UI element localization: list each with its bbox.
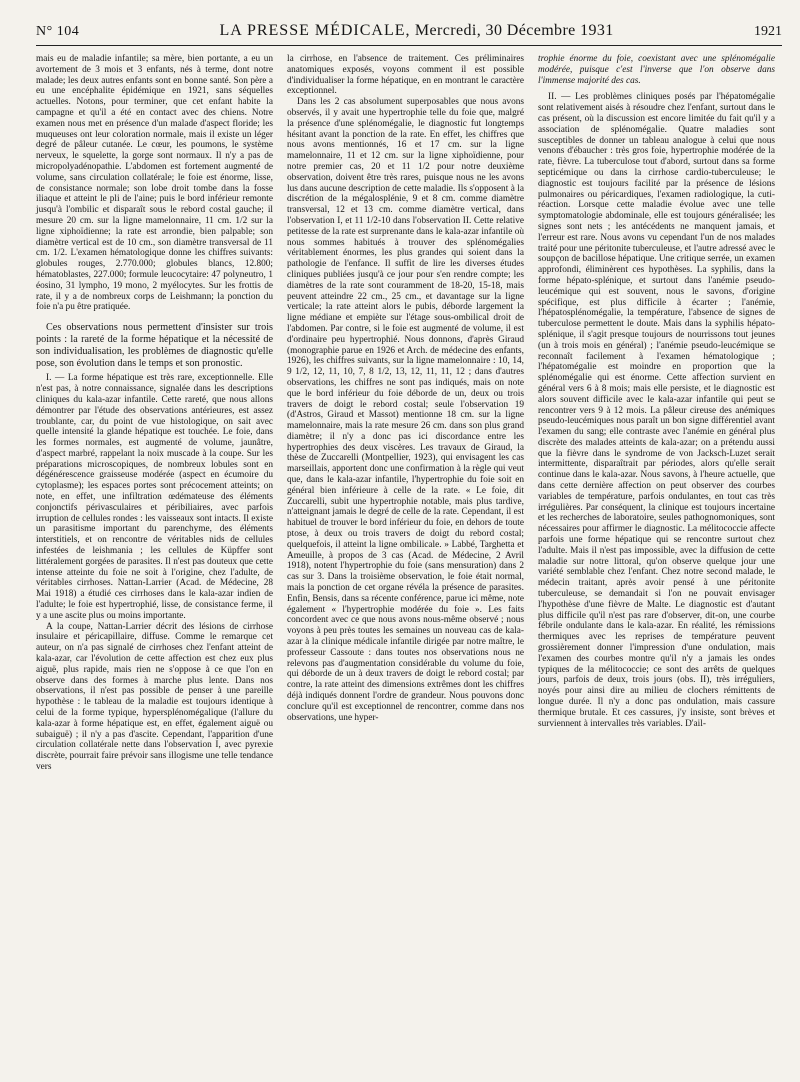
paragraph: trophie énorme du foie, coexistant avec une splénomégalie modérée, puisque c'est l'inverse que l'on observe dans l'immense majorité des cas. bbox=[538, 54, 775, 86]
paragraph: Dans les 2 cas absolument superposables que nous avons observés, il y avait une hypertrophie telle du foie que, malgré la présence d'une splénomégalie, le diagnostic fut longtemps hésitant avant la ponction de la rate. En effet, les chiffres que nous avons mentionnés, 16 et 17 cm. sur la ligne mamelonnaire, 11 et 12 cm. sur la ligne xiphoïdienne, pour notre premier cas, 20 et 11 1/2 pour notre deuxième observation, doivent être très rares, puisque nous ne les avons lus dans aucune description de cette maladie. Ils s'opposent à la discrétion de la mégalosplénie, 9 et 8 cm. comme diamètre transversal, 12 et 13 cm. comme diamètre vertical, dans l'observation I, et 11 1/2-10 dans l'observation II. Cette relative petitesse de la rate est surprenante dans le kala-azar infantile où nous sommes habitués à trouver des splénomégalies véritablement énormes, les plus grandes qui soient dans la pathologie de l'enfance. Il suffit de lire les diverses études cliniques publiées jusqu'à ce jour pour s'en rendre compte; les diamètres de la rate sont couramment de 18-20, 15-18, mais peuvent atteindre 22 cm., 25 cm., et davantage sur la ligne verticale; la rate atteint alors le pubis, déborde largement la ligne médiane et empiète sur l'étage sous-ombilical droit de l'abdomen. Par contre, si le foie est augmenté de volume, il est d'ordinaire peu hypertrophié. Nous donnons, d'après Giraud (monographie parue en 1926 et Arch. de médecine des enfants, 1926), les chiffres suivants, sur la ligne mamelonnaire : 10, 14, 9 1/2, 12, 11, 10, 7, 8 1/2, 13, 12, 11, 11, 12 ; dans d'autres observations, les chiffres ne sont pas indiqués, mais on note que le bord inférieur du foie déborde de un, deux ou trois travers de doigt le rebord costal; seule l'observation 19 (d'Astros, Giraud et Massot) mentionne 18 cm. sur la ligne mamelonnaire, mais la rate mesure 26 cm. dans son plus grand diamètre; il n'y a donc pas ici discordance entre les hypertrophies des deux viscères. Les travaux de Giraud, la thèse de Zuccarelli (Montpellier, 1923), qui envisagent les cas marseillais, apportent donc une confirmation à la règle qui veut que, dans le kala-azar infantile, l'hypertrophie du foie soit en général bien inférieure à celle de la rate. « Le foie, dit Zuccarelli, subit une hypertrophie notable, mais plus tardive, n'atteignant jamais le degré de celle de la rate. Cependant, il est habituel de trouver le bord inférieur du foie, en dehors de toute ptose, à deux ou trois travers de doigt du rebord costal; quelquefois, il atteint la ligne ombilicale. » Labbé, Targhetta et Ameuille, à propos de 3 cas (Acad. de Médecine, 2 Avril 1918), notent l'hypertrophie du foie (sans mensuration) dans 2 cas sur 3. Dans la troisième observation, le foie était normal, mais la ponction de cet organe révéla la présence de parasites. Enfin, Bensis, dans sa récente conférence, parue ici même, note également « l'hypertrophie modérée du foie ». Les faits concordent avec ce que nous avons nous-même observé ; nous voyons à peu près toutes les semaines un nouveau cas de kala-azar à la clinique médicale infantile dirigée par notre maître, le professeur Cassoute : dans toutes nos observations nous ne relevons pas d'augmentation considérable du volume du foie, qui déborde de un à deux travers de doigt le rebord costal; par contre, la rate atteint des dimensions extrêmes dont les chiffres déjà indiqués donnent l'ordre de grandeur. Nous pouvons donc conclure qu'il est exceptionnel de rencontrer, comme dans nos observations, une hyper- bbox=[287, 97, 524, 723]
journal-title: LA PRESSE MÉDICALE, bbox=[219, 22, 411, 39]
column-3 bbox=[538, 54, 775, 773]
column-1 bbox=[36, 54, 273, 773]
column-2 bbox=[287, 54, 524, 773]
running-head bbox=[220, 22, 614, 40]
paragraph: I. — La forme hépatique est très rare, exceptionnelle. Elle n'est pas, à notre connaissance, signalée dans les descriptions cliniques du kala-azar infantile. Cette rareté, que nous allons démontrer par l'étude des observations antérieures, est assez troublante, car, du point de vue histologique, on sait avec quelle intensité la glande hépatique est touchée. Le foie, dans les formes normales, est augmenté de volume, jaunâtre, d'aspect marbré, rappelant la noix muscade à la coupe. Sur les préparations microscopiques, de nombreux lobules sont en dégénérescence graisseuse modérée (aspect en écumoire du cytoplasme); les espaces portes sont précocement atteints; on note, en effet, une infiltration œdémateuse des éléments conjonctifs périvasculaires et péribiliaires, avec parfois irruption de cellules rondes : les vaisseaux sont intacts. Il existe un parasitisme important du parenchyme, des éléments interstitiels, et on rencontre de véritables nids de cellules infestées de leishmania ; les cellules de Küpffer sont littéralement gorgées de parasites. Il n'est pas douteux que cette intense atteinte du foie ne soit à l'origine, chez l'adulte, de véritables cirrhoses. Nattan-Larrier (Acad. de Médecine, 28 Mai 1918) a étudié ces cirrhoses dans le kala-azar indien de l'adulte; le foie est hypertrophié, lisse, de consistance ferme, il y a une ascite plus ou moins importante. bbox=[36, 373, 273, 621]
paragraph: II. — Les problèmes cliniques posés par l'hépatomégalie sont relativement aisés à résoudre chez l'enfant, surtout dans le cas présent, où la discussion est encore limitée du fait qu'il y a association de splénomégalie. Quatre maladies sont susceptibles de donner un tableau analogue à celui que nous venons d'ébaucher : très gros foie, hypertrophie modérée de la rate, fièvre. La tuberculose tout d'abord, surtout dans sa forme septicémique ou dans la cirrhose cardio-tuberculeuse; le diagnostic est toujours facilité par la présence de lésions pulmonaires ou péricardiques, l'examen radiologique, la cuti-réaction. Lorsque cette maladie évolue avec une telle symptomatologie abdominale, elle est toujours généralisée; les signes sont nets ; les antécédents ne manquent jamais, et l'erreur est rare. Nous avons vu cependant l'un de nos malades traité pour une péritonite tuberculeuse, et l'autre adressé avec le soupçon de bacillose hépatique. Une critique serrée, un examen approfondi, éliminèrent ces hypothèses. La syphilis, dans la forme hépato-splénique, et surtout dans l'anémie pseudo-leucémique qui est souvent, nous le savons, d'origine spécifique, est plus difficile à écarter ; l'anémie, l'hépatosplénomégalie, la température, l'absence de signes de tuberculose permettent le doute. Mais dans la syphilis hépato-splénique, il s'agit presque toujours de nourrissons tout jeunes (un à trois mois en général) ; l'anémie pseudo-leucémique se reconnaît facilement à l'examen hématologique ; l'hépatomégalie est moindre en proportion que la splénomégalie qui est énorme. Cette affection survient en général vers 6 à 8 mois; mais elle persiste, et le diagnostic est alors souvent difficile avec le kala-azar infantile qui peut se rencontrer vers 9 à 12 mois. La pâleur cireuse des anémiques pseudo-leucémiques nous paraît un bon signe différentiel avant l'examen du sang; elle contraste avec l'anémie en général plus discrète des malades atteints de kala-azar; on a prétendu aussi que la fièvre dans le syndrome de von Jacksch-Luzet serait intermittente, disparaîtrait par périodes, alors qu'elle serait continue dans le kala-azar. Nous savons, à l'heure actuelle, que dans cette dernière affection on peut observer des courbes variables de température, parfois ondulantes, en tout cas très irrégulières. Par conséquent, la clinique est toujours incertaine et les recherches de laboratoire, seules pathognomoniques, sont nécessaires pour affirmer le diagnostic. La mélitococcie affecte parfois une forme hépatique qui se rencontre surtout chez l'adulte. Mais il n'est pas impossible, avec la diffusion de cette maladie sur notre littoral, qu'on observe quelque jour une variété semblable chez l'enfant. Chez notre second malade, le médecin traitant, après avoir pensé à une péritonite tuberculeuse, se demandait si l'on ne pouvait envisager l'hypothèse d'une fièvre de Malte. Le diagnostic est d'autant plus difficile qu'il n'est pas rare d'observer, dit-on, une courbe fébrile ondulante dans le kala-azar. En réalité, les rémissions thermiques avec les reprises de température peuvent grossièrement donner l'impression d'une ondulation, mais l'examen des courbes montre qu'il n'y a jamais les ondes typiques de la mélitococcie; ce sont des arrêts de quelques jours, parfois de deux, trois jours (obs. II), très irréguliers, noyés pour ainsi dire au milieu de clochers rémittents de longue durée. Il n'y a donc pas ondulation, mais cassure thermique brutale. Et ces cassures, j'y insiste, sont brèves et surviennent à intervalles très variables. D'ail- bbox=[538, 92, 775, 729]
issue-date: Mercredi, 30 Décembre 1931 bbox=[414, 22, 614, 39]
paragraph: la cirrhose, en l'absence de traitement. Ces préliminaires anatomiques exposés, voyons comment il est possible d'individualiser la forme hépatique, en en montrant le caractère exceptionnel. bbox=[287, 54, 524, 97]
page-number: 1921 bbox=[753, 24, 782, 39]
issue-number: N° 104 bbox=[36, 24, 80, 39]
paragraph: Ces observations nous permettent d'insister sur trois points : la rareté de la forme hépatique et la nécessité de son individualisation, les problèmes de diagnostic qu'elle pose, son évolution dans le temps et son pronostic. bbox=[36, 322, 273, 369]
article-body bbox=[36, 54, 782, 773]
paragraph: A la coupe, Nattan-Larrier décrit des lésions de cirrhose insulaire et péricapillaire, diffuse. Comme le remarque cet auteur, on n'a pas signalé de cirrhoses chez l'enfant atteint de kala-azar, car l'évolution de cette affection est chez eux plus aiguë, plus rapide, mais rien ne s'oppose à ce que l'on en observe dans des formes à marche plus lente. Dans nos observations, il n'est pas possible de penser à une pareille hypothèse : le tableau de la maladie est toujours identique à celui de la forme typique, hypersplénomégalique (l'allure du kala-azar à forme hépatique est, en effet, également aiguë ou subaiguë) ; il n'y a pas d'ascite. Cependant, l'apparition d'une circulation collatérale nette dans l'observation I, avec pyrexie discrète, pourrait faire prévoir sans illogisme une telle tendance vers bbox=[36, 621, 273, 772]
paragraph: mais eu de maladie infantile; sa mère, bien portante, a eu un avortement de 3 mois et 3 enfants, nés à terme, dont notre malade; les deux autres enfants sont en bonne santé. Son père a eu une encéphalite épidémique en 1921, sans séquelles actuelles. Notons, pour terminer, que cet enfant habite la campagne et qu'il a été en contact avec des chiens. Notre examen nous met en présence d'un malade d'aspect floride; les muqueuses ont leur coloration normale, mais il existe un léger degré de pâleur cutanée. Le cœur, les poumons, le système nerveux, le squelette, la gorge sont normaux. Il n'y a pas de micropolyadénopathie. L'abdomen est fortement augmenté de volume, sans circulation collatérale; le foie est énorme, lisse, de consistance normale; son lobe droit tombe dans la fosse iliaque et atteint le pli de l'aine; puis le bord inférieur remonte jusqu'à l'ombilic et disparaît sous le rebord costal gauche; il mesure 20 cm. sur la ligne mamelonnaire, 11 cm. 1/2 sur la ligne xiphoïdienne; la rate est arrondie, bien palpable; son diamètre vertical est de 10 cm., son diamètre transversal de 11 cm. 1/2. L'examen hématologique donne les chiffres suivants: globules rouges, 2.770.000; globules blancs, 12.800; hématoblastes, 227.000; formule leucocytaire: 47 polyneutro, 1 éosino, 31 lympho, 19 mono, 2 myélocytes. Sur les frottis de rate, il y a de nombreux corps de Leishmann; la ponction du foie n'a pu être pratiquée. bbox=[36, 54, 273, 313]
page-header bbox=[36, 22, 782, 46]
